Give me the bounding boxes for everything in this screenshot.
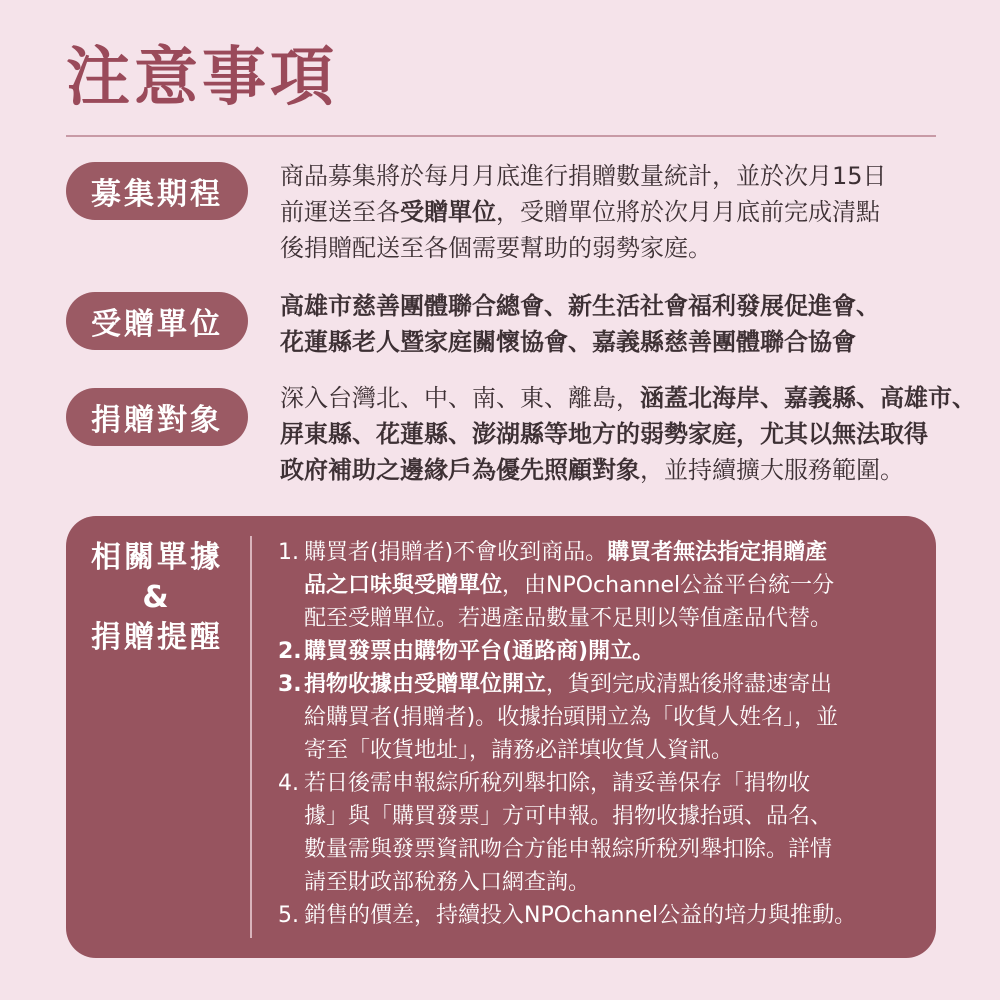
text-run: ，由NPOchannel公益平台統一分 [502,573,835,598]
text-line [280,380,976,416]
bold-text: 捐物收據由受贈單位開立 [304,672,547,697]
text-run: 寄至「收貨地址」，請務必詳填收貨人資訊。 [304,738,734,763]
text-run: 後捐贈配送至各個需要幫助的弱勢家庭。 [280,234,712,262]
panel-label-line: 捐贈提醒 [91,620,223,655]
page-title: 注意事項 [66,41,338,115]
note-item [278,668,918,767]
bold-text: 花蓮縣老人暨家庭關懷協會、嘉義縣慈善團體聯合協會 [280,328,856,356]
text-run: 銷售的價差，持續投入NPOchannel公益的培力與推動。 [304,903,857,928]
title-divider [66,135,936,137]
text-line [280,452,950,488]
text-line [280,324,950,360]
section-body-beneficiaries [280,380,976,488]
text-run: 據」與「購買發票」方可申報。捐物收據抬頭、品名、 [304,804,833,829]
bold-text: 政府補助之邊緣戶為優先照顧對象 [280,456,640,484]
text-line [304,701,918,734]
note-text [304,668,918,767]
note-text [304,635,918,668]
panel-label-line: & [142,580,172,615]
bold-text: 屏東縣、花蓮縣、澎湖縣等地方的弱勢家庭，尤其以無法取得 [280,420,928,448]
panel-label-line: 相關單據 [91,540,223,575]
panel-divider [250,536,252,938]
text-line [304,536,918,569]
note-text [304,536,918,635]
text-run: 若日後需申報綜所稅列舉扣除，請妥善保存「捐物收 [304,771,811,796]
note-text [304,899,918,932]
text-line [304,635,918,668]
note-item [278,899,918,932]
text-line [280,416,950,452]
text-line [280,194,950,230]
section-label-recipients: 受贈單位 [66,292,248,350]
section-body-recipients [280,288,950,360]
text-run: 前運送至各 [280,198,400,226]
text-run: 配至受贈單位。若遇產品數量不足則以等值產品代替。 [304,606,833,631]
notes-list [278,536,918,932]
text-run: 數量需與發票資訊吻合方能申報綜所稅列舉扣除。詳情 [304,837,833,862]
note-text [304,767,918,899]
text-run: ，貨到完成清點後將盡速寄出 [546,672,833,697]
note-item [278,767,918,899]
text-line [304,602,918,635]
bold-text: 購買者無法指定捐贈產 [607,540,828,565]
text-run: 購買者(捐贈者)不會收到商品。 [304,540,608,565]
text-run: 商品募集將於每月月底進行捐贈數量統計，並於次月15日 [280,162,887,190]
text-run: 請至財政部稅務入口網查詢。 [304,870,591,895]
text-line [304,800,918,833]
text-line [304,767,918,800]
text-line [304,668,918,701]
text-line [280,230,950,266]
note-number: 1. [278,540,299,565]
text-run: 給購買者(捐贈者)。收據抬頭開立為「收貨人姓名」，並 [304,705,839,730]
bold-text: 高雄市慈善團體聯合總會、新生活社會福利發展促進會、 [280,292,880,320]
panel-label [66,538,248,658]
text-run: ，並持續擴大服務範圍。 [640,456,904,484]
note-number: 2. [278,639,302,664]
bold-text: 受贈單位 [400,198,496,226]
bold-text: 購買發票由購物平台(通路商)開立。 [304,639,655,664]
text-run: 深入台灣北、中、南、東、離島， [280,384,640,412]
bold-text: 涵蓋北海岸、嘉義縣、高雄市、 [640,384,976,412]
note-number: 4. [278,771,299,796]
note-item [278,536,918,635]
text-line [304,866,918,899]
text-line [280,288,950,324]
text-line [280,158,950,194]
section-label-schedule: 募集期程 [66,162,248,220]
text-line [304,899,918,932]
note-number: 5. [278,903,299,928]
text-line [304,833,918,866]
text-line [304,569,918,602]
note-item [278,635,918,668]
receipts-reminder-panel [66,516,936,958]
text-run: ，受贈單位將於次月月底前完成清點 [496,198,880,226]
section-body-schedule [280,158,950,266]
text-line [304,734,918,767]
note-number: 3. [278,672,302,697]
bold-text: 品之口味與受贈單位 [304,573,503,598]
section-label-beneficiaries: 捐贈對象 [66,388,248,446]
